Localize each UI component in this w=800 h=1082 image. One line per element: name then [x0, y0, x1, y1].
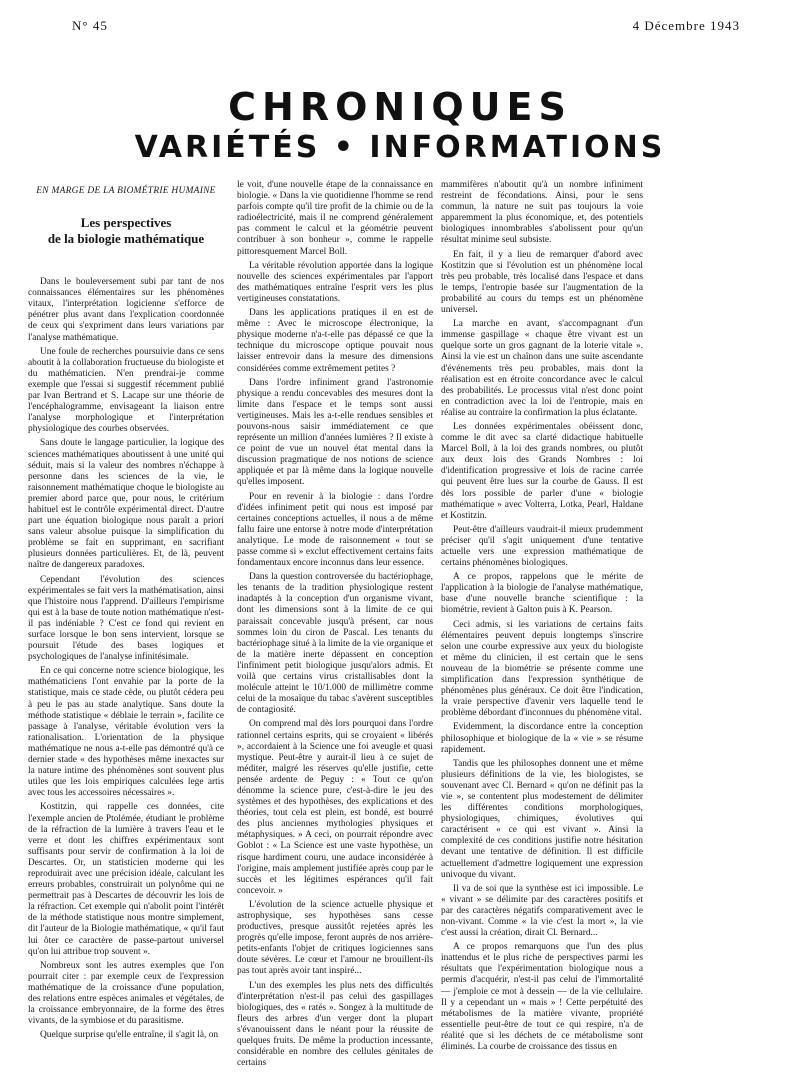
- paragraph: Dans les applications pratiques il en est de même : Avec le microscope électronique, la physique moderne n'a-t-elle pas dépassé ce que la technique du microscope optique pouvait nous laisser entrevoir dans la mesure des dimensions considérées comme extrêmement petites ?: [237, 308, 433, 374]
- paragraph: Peut-être d'ailleurs vaudrait-il mieux prudemment préciser qu'il s'agit uniquement d'une tentative actuelle vers une expression mathématique de certains phénomènes biologiques.: [441, 524, 643, 569]
- paragraph: Dans le bouleversement subi par tant de nos connaissances élémentaires sur les phénomènes vitaux, l'interprétation logicienne s'efforce de pénétrer plus avant dans l'explication coordonnée de ceux qui s'expriment dans leurs variations par l'analyse mathématique.: [28, 277, 224, 343]
- paragraph: Dans la question controversée du bactériophage, les tenants de la tradition physiologique restent inadaptés à la conception d'un organisme vivant, dont les dimensions sont à la limite de ce qui paraissait concevable jusqu'à présent, car nous sommes loin du ciron de Pascal. Les tenants du bactériophage situé à la limite de la vie organique et de la matière inerte dépassent en conception l'infiniment petit biologique jusqu'alors admis. Et voilà que certains virus cristallisables dont la molécule atteint le 10/1.000 de millimètre comme celui de la mosaïque du tabac s'avèrent susceptibles de contagiosité.: [237, 572, 433, 716]
- paragraph: La marche en avant, s'accompagnant d'un immense gaspillage « chaque être vivant est un quelque sorte un gros gagnant de la loterie vitale ». Ainsi la vie est un chaînon dans une suite ascendante d'événements très peu probables, mais dont la réalisation est en étroite concordance avec le calcul des probabilités. Le processus vital n'est donc point en contradiction avec la loi de l'entropie, mais en réalise au contraire la confirmation la plus éclatante.: [441, 319, 643, 418]
- paragraph: La véritable révolution apportée dans la logique nouvelle des sciences expérimentales par l'apport des mathématiques entraîne l'esprit vers les plus vertigineuses constatations.: [237, 260, 433, 304]
- paragraph: Sans doute le langage particulier, la logique des sciences mathématiques aboutissent à une unité qui séduit, mais si la valeur des nombres n'échappe à personne dans les sciences de la vie, le raisonnement mathématique choque le biologiste au premier abord parce que, pour nous, le critérium habituel est le contrôle expérimental direct. D'autre part une équation biologique nous paraît a priori sans valeur absolue puisque la simplification du problème se fait en supprimant, en sacrifiant plusieurs données particulières. Et, de là, peuvent naître de dangereux paradoxes.: [28, 438, 224, 571]
- paragraph: mammifères n'aboutit qu'à un nombre infiniment restreint de fécondations. Ainsi, pour le sens commun, la nature ne suit pas toujours la voie apparemment la plus économique, et, des potentiels biologiques innombrables s'abolissent pour qu'un résultat minime seul subsiste.: [441, 180, 643, 246]
- issue-date: 4 Décembre 1943: [632, 18, 740, 33]
- paragraph: Dans l'ordre infiniment grand l'astronomie physique a rendu concevables des mesures dont la limite dans l'espace et le temps sont aussi vertigineuses. Mais les a-t-elle rendues sensibles et pouvons-nous saisir immédiatement ce que représente un million d'années lumières ? Il existe à ce point de vue un nouvel état mental dans la discussion pragmatique de nos notions de science appliquée et par là même dans la logique nouvelle qu'elles imposent.: [237, 377, 433, 488]
- masthead-line2: VARIÉTÉS • INFORMATIONS: [134, 130, 666, 165]
- paragraph: le voit, d'une nouvelle étape de la connaissance en biologie. « Dans la vie quotidienne l'homme se rend parfois compte qu'il tire profit de la chimie ou de la radioélectricité, mais il ne comprend généralement pas comment le calcul et la géométrie peuvent contribuer à son bonheur », comme le rappelle pittoresquement Marcel Boll.: [237, 180, 433, 257]
- paragraph: Il va de soi que la synthèse est ici impossible. Le « vivant » se délimite par des caractères positifs et par des caractères négatifs comparativement avec le non-vivant. Comme « la vie c'est la mort », la vie c'est aussi la création, dirait Cl. Bernard...: [441, 883, 643, 939]
- paragraph: Une foule de recherches poursuivie dans ce sens aboutit à la collaboration fructueuse du biologiste et du mathématicien. N'en prendrai-je comme exemple que l'essai si suggestif récemment publié par Ivan Bertrand et S. Lacape sur une théorie de l'encéphalogramme, envisageant la liaison entre l'analyse morphologique et l'interprétation physiologique des courbes observées.: [28, 346, 224, 435]
- paragraph: A ce propos remarquons que l'un des plus inattendus et le plus riche de perspectives parmi les résultats que l'expérimentation biologique nous a permis d'acquérir, n'est-il pas celui de l'immortalité — j'emploie ce mot à dessein — de la vie cellulaire. Il y a cependant un « mais » ! Cette perpétuité des métabolismes de la matière vivante, propriété essentielle peut-être de tout ce qui respire, n'a de réalité que si les déchets de ce métabolisme sont éliminés. La courbe de croissance des tissus en: [441, 942, 643, 1053]
- paragraph: L'évolution de la science actuelle physique et astrophysique, ses hypothèses sans cesse productives, presque aussitôt rejetées après les progrès qu'elle impose, feront auprès de nos arrière-petits-enfants l'objet de critiques logiciennes sans doute sévères. Le cœur et l'amour ne brouillent-ils pas tout après avoir tant inspiré...: [237, 899, 433, 977]
- paragraph: L'un des exemples les plus nets des difficultés d'interprétation n'est-il pas celui des gaspillages biologiques, des « ratés ». Songez à la multitude de fleurs des arbres d'un verger dont la plupart s'évanouissent dans le néant pour la réussite de quelques fruits. De même la production incessante, considérable en nombre des cellules génitales de certains: [237, 980, 433, 1069]
- article-rubric: EN MARGE DE LA BIOMÉTRIE HUMAINE: [36, 186, 216, 196]
- column-3: [441, 180, 643, 1070]
- paragraph: En ce qui concerne notre science biologique, les mathématiciens l'ont envahie par la porte de la statistique, mais ce stade cède, ou plutôt cédera peu à peu le pas au stade analytique. Sans doute la méthode statistique « déblaie le terrain », facilite ce passage à l'analyse, véritable évolution vers la rationalisation. L'orientation de la physique mathématique ne nous a-t-elle pas démontré qu'à ce dernier stade « des hypothèses même inexactes sur la nature intime des phénomènes sont souvent plus utiles que les lois empiriques calculées lege artis avec tous les accessoires nécessaires ».: [28, 666, 224, 799]
- issue-number: N° 45: [72, 18, 108, 33]
- masthead: [0, 86, 800, 166]
- article-title-line1: Les perspectives: [80, 215, 172, 231]
- paragraph: Les données expérimentales obéissent donc, comme le dit avec sa clarté didactique habituelle Marcel Boll, à la loi des grands nombres, ou plutôt aux deux lois des Grands Nombres : loi d'identification progressive et lois de racine carrée qui peuvent être lues sur la courbe de Gauss. Il est dès lors possible de parler d'une « biologie mathématique » avec Volterra, Lotka, Pearl, Haldane et Kostitzin.: [441, 421, 643, 521]
- paragraph: Ceci admis, si les variations de certains faits élémentaires peuvent depuis longtemps s'inscrire selon une courbe expressive aux yeux du biologiste et même du clinicien, il est certain que le sens nouveau de la biométrie se présente comme une simplification dans l'expression synthétique de phénomènes plus généraux. Ce doit être l'indication, la vraie perspective d'avenir vers laquelle tend le problème débordant d'inconnues du phénomène vital.: [441, 619, 643, 719]
- paragraph: On comprend mal dès lors pourquoi dans l'ordre rationnel certains esprits, qui se croyaient « libérés », accordaient à la Science une foi aveugle et quasi mystique. Peut-être y aurait-il lieu à ce sujet de méditer, malgré les réserves qu'elle justifie, cette pensée ardente de Peguy : « Tout ce qu'on dénomme la science pure, c'est-à-dire le jeu des systèmes et des hypothèses, des explications et des théories, tout cela est plein, est bondé, est bourré des plus anciennes mythologies physiques et métaphysiques. » A ceci, on pourrait répondre avec Goblot : « La Science est une vaste hypothèse, un risque hardiment couru, une audace inconsidérée à l'origine, mais amplement justifiée après coup par le succès et les légitimes espérances qu'il fait concevoir. »: [237, 719, 433, 896]
- paragraph: A ce propos, rappelons que le mérite de l'application à la biologie de l'analyse mathématique, base d'une nouvelle branche scientifique : la biométrie, revient à Galton puis à K. Pearson.: [441, 572, 643, 616]
- paragraph: Pour en revenir à la biologie : dans l'ordre d'idées infiniment petit qui nous est imposé par certaines conceptions actuelles, il nous a de même fallu faire une entorse à notre mode d'interprétation analytique. Le mode de raisonnement « tout se passe comme si » exclut effectivement certains faits fondamentaux encore inconnus dans leur essence.: [237, 491, 433, 569]
- paragraph: Quelque surprise qu'elle entraîne, il s'agit là, on: [40, 1030, 219, 1041]
- column-2: [237, 180, 433, 1070]
- paragraph: Cependant l'évolution des sciences expérimentales se fait vers la mathématisation, ainsi que l'histoire nous l'apprend. D'ailleurs l'empirisme qui est à la base de toute notion mathématique n'est-il pas indéniable ? C'est ce fond qui revient en surface lorsque le bon sens intervient, lorsque se poursuit l'étude des bases logiques et psychologiques de l'analyse infinitésimale.: [28, 574, 224, 663]
- column-1: [28, 180, 224, 1070]
- masthead-line1: CHRONIQUES: [228, 85, 572, 129]
- paragraph: Nombreux sont les autres exemples que l'on pourrait citer : par exemple ceux de l'expression mathématique de la croissance d'une population, des relations entre espèces animales et végétales, de la croissance embryonnaire, de la forme des êtres vivants, de la symbiose et du parasitisme.: [28, 960, 224, 1027]
- article-title: [28, 215, 224, 247]
- paragraph: Tandis que les philosophes donnent une et même plusieurs définitions de la vie, les biologistes, se souvenant avec Cl. Bernard « qu'on ne définit pas la vie », se contentent plus modestement de délimiter les différentes conditions morphologiques, physiologiques, chimiques, évolutives qui caractérisent « ce qui est vivant ». Ainsi la complexité de ces conditions justifie notre hésitation devant une tentative de définition. Il est difficile actuellement d'admettre logiquement une expression univoque du vivant.: [441, 758, 643, 880]
- paragraph: Kostitzin, qui rappelle ces données, cite l'exemple ancien de Ptolémée, étudiant le problème de la réfraction de la lumière à travers l'eau et le verre et dont les chiffres expérimentaux sont suffisants pour servir de confirmation à la loi de Descartes. Or, un statisticien moderne qui les reproduirait avec une précision idéale, calculant les erreurs probables, construirait un polynôme qui ne permettrait pas à Descartes de découvrir les lois de la réfraction. Cet exemple qui n'abolit point l'intérêt de la méthode statistique nous montre simplement, dit l'auteur de la Biologie mathématique, « qu'il faut lui ôter ce caractère de passe-partout universel qu'on lui attribue trop souvent ».: [28, 802, 224, 957]
- paragraph: En fait, il y a lieu de remarquer d'abord avec Kostitzin que si l'évolution est un phénomène local très peu probable, très localisé dans l'espace et dans le temps, l'entropie basée sur l'augmentation de la probabilité au cours du temps est un phénomène universel.: [441, 249, 643, 316]
- article-title-line2: de la biologie mathématique: [47, 231, 205, 247]
- page-header: [0, 18, 800, 36]
- paragraph: Evidemment, la discordance entre la conception philosophique et biologique de la « vie » se résume rapidement.: [441, 722, 643, 755]
